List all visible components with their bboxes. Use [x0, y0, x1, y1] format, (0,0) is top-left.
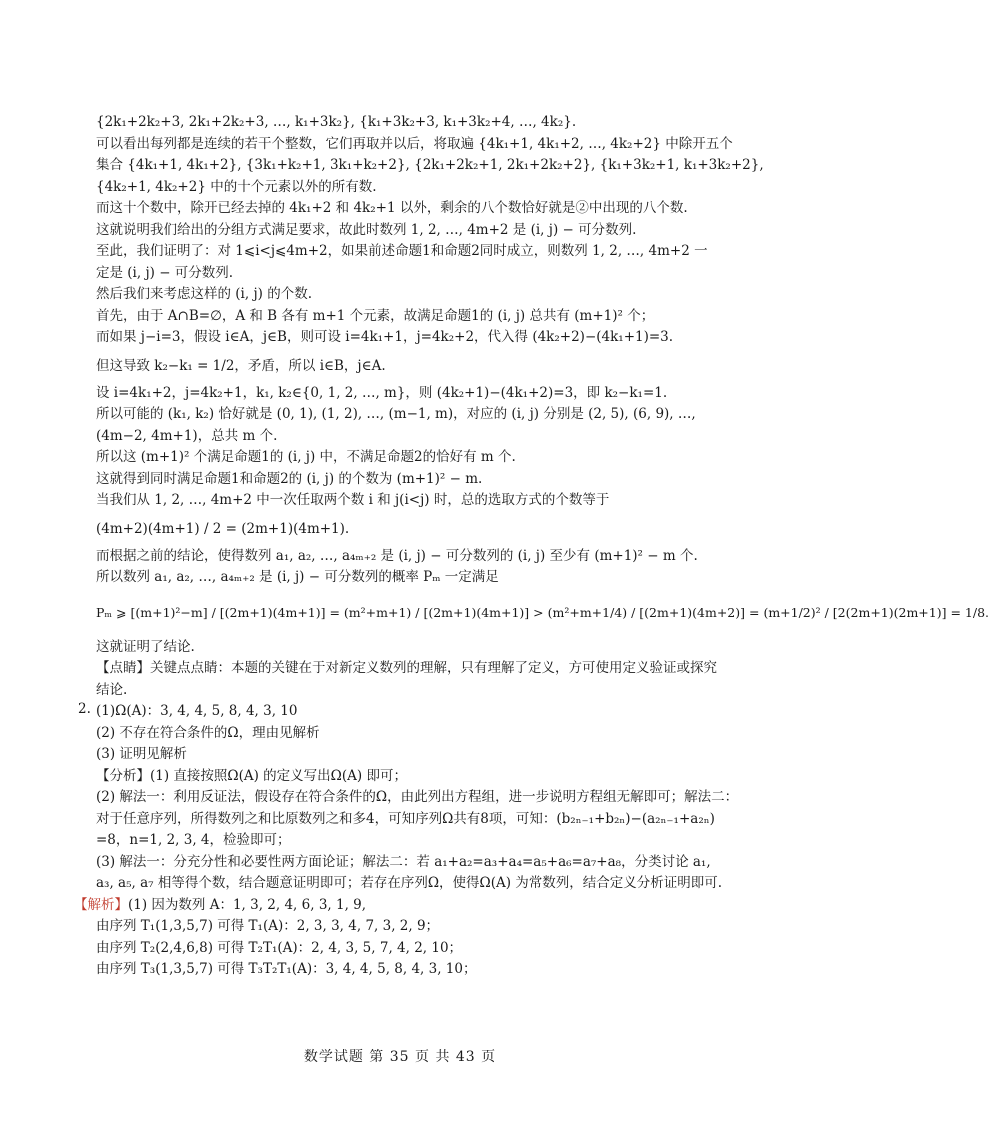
text-line: 定是 (i, j) − 可分数列.	[96, 264, 234, 281]
text-line: 这就得到同时满足命题1和命题2的 (i, j) 的个数为 (m+1)² − m.	[96, 470, 483, 487]
text-line: 可以看出每列都是连续的若干个整数，它们再取并以后，将取遍 {4k₁+1, 4k₁+2, …, 4k₂+2} 中除开五个	[96, 135, 733, 152]
text-line: 集合 {4k₁+1, 4k₁+2}, {3k₁+k₂+1, 3k₁+k₂+2}, {2k₁+2k₂+1, 2k₁+2k₂+2}, {k₁+3k₂+1, k₁+3k₂+2},	[96, 157, 764, 173]
text-line: 而如果 j−i=3，假设 i∈A，j∈B，则可设 i=4k₁+1，j=4k₂+2，代入得 (4k₂+2)−(4k₁+1)=3.	[96, 329, 674, 345]
text-line: 所以数列 a₁, a₂, …, a₄ₘ₊₂ 是 (i, j) − 可分数列的概率 Pₘ 一定满足	[96, 569, 499, 585]
text-line: 而这十个数中，除开已经去掉的 4k₁+2 和 4k₂+1 以外，剩余的八个数恰好就是②中出现的八个数.	[96, 200, 688, 216]
text-line: 首先，由于 A∩B=∅，A 和 B 各有 m+1 个元素，故满足命题1的 (i, j) 总共有 (m+1)² 个；	[96, 307, 655, 324]
text-line: {4k₂+1, 4k₂+2} 中的十个元素以外的所有数.	[96, 178, 377, 195]
text-line: (4m−2, 4m+1)，总共 m 个.	[96, 427, 278, 444]
formula-line: Pₘ ⩾ [(m+1)²−m] / [(2m+1)(4m+1)] = (m²+m+1) / [(2m+1)(4m+1)] > (m²+m+1/4) / [(2m+1)(4m+2)] = (m+1/2)² / [2(2m+1)(2m+1)] = 1/8.	[96, 604, 989, 620]
text-line: 然后我们来考虑这样的 (i, j) 的个数.	[96, 286, 312, 302]
solution-tag: 【解析】	[74, 896, 128, 913]
formula-line: (4m+2)(4m+1) / 2 = (2m+1)(4m+1).	[96, 520, 350, 537]
analysis-line: (3) 解法一：分充分性和必要性两方面论证；解法二：若 a₁+a₂=a₃+a₄=a₅+a₆=a₇+a₈，分类讨论 a₁,	[96, 853, 711, 870]
text-line: 设 i=4k₁+2，j=4k₂+1，k₁, k₂∈{0, 1, 2, …, m}，则 (4k₂+1)−(4k₁+2)=3，即 k₂−k₁=1.	[96, 384, 668, 401]
text-line: 当我们从 1, 2, …, 4m+2 中一次任取两个数 i 和 j(i<j) 时，总的选取方式的个数等于	[96, 492, 610, 508]
text-line: 但这导致 k₂−k₁ = 1/2，矛盾，所以 i∈B，j∈A.	[96, 357, 386, 374]
text-line: 【点睛】关键点点睛：本题的关键在于对新定义数列的理解，只有理解了定义，方可使用定义验证或探究	[96, 660, 717, 676]
text-line: 这就证明了结论.	[96, 638, 195, 655]
page-footer: 数学试题 第 35 页 共 43 页	[303, 1049, 497, 1065]
text-line: 这就说明我们给出的分组方式满足要求，故此时数列 1, 2, …, 4m+2 是 (i, j) − 可分数列.	[96, 221, 637, 238]
text-line: {2k₁+2k₂+3, 2k₁+2k₂+3, …, k₁+3k₂}, {k₁+3k₂+3, k₁+3k₂+4, …, 4k₂}.	[96, 114, 577, 130]
text-line: 而根据之前的结论，使得数列 a₁, a₂, …, a₄ₘ₊₂ 是 (i, j) − 可分数列的 (i, j) 至少有 (m+1)² − m 个.	[96, 547, 698, 564]
answer-line: (3) 证明见解析	[96, 746, 187, 762]
analysis-line: 对于任意序列，所得数列之和比原数列之和多4，可知序列Ω共有8项，可知：(b₂ₙ₋₁+b₂ₙ)−(a₂ₙ₋₁+a₂ₙ)	[96, 810, 715, 827]
question-2	[78, 701, 739, 895]
answer-line: (1)Ω(A)：3, 4, 4, 5, 8, 4, 3, 10	[96, 703, 298, 719]
question-number: 2.	[78, 701, 91, 717]
text-line: 结论.	[96, 681, 128, 698]
solution-first-line	[74, 895, 736, 917]
solution-line: 由序列 T₃(1,3,5,7) 可得 T₃T₂T₁(A)：3, 4, 4, 5, 8, 4, 3, 10；	[96, 961, 477, 977]
text-line: 所以可能的 (k₁, k₂) 恰好就是 (0, 1), (1, 2), …, (m−1, m)，对应的 (i, j) 分别是 (2, 5), (6, 9), …,	[96, 406, 696, 422]
solution-line: 由序列 T₂(2,4,6,8) 可得 T₂T₁(A)：2, 4, 3, 5, 7, 4, 2, 10；	[96, 939, 463, 956]
answer-line: (2) 不存在符合条件的Ω，理由见解析	[96, 724, 320, 741]
text-line: 所以这 (m+1)² 个满足命题1的 (i, j) 中，不满足命题2的恰好有 m 个.	[96, 449, 516, 465]
solution-text: (1) 因为数列 A：1, 3, 2, 4, 6, 3, 1, 9,	[128, 896, 367, 913]
analysis-line: 【分析】(1) 直接按照Ω(A) 的定义写出Ω(A) 即可；	[96, 767, 407, 784]
analysis-line: a₃, a₅, a₇ 相等得个数，结合题意证明即可；若存在序列Ω，使得Ω(A) 为常数列，结合定义分析证明即可.	[96, 875, 723, 891]
text-line: 至此，我们证明了：对 1⩽i<j⩽4m+2，如果前述命题1和命题2同时成立，则数列 1, 2, …, 4m+2 一	[96, 243, 708, 259]
analysis-line: =8，n=1, 2, 3, 4，检验即可；	[96, 832, 291, 848]
page-content	[74, 112, 989, 981]
solution-line: 由序列 T₁(1,3,5,7) 可得 T₁(A)：2, 3, 3, 4, 7, 3, 2, 9；	[96, 918, 440, 934]
analysis-line: (2) 解法一：利用反证法，假设存在符合条件的Ω，由此列出方程组，进一步说明方程组无解即可；解法二：	[96, 789, 739, 805]
solution-section	[74, 895, 736, 981]
